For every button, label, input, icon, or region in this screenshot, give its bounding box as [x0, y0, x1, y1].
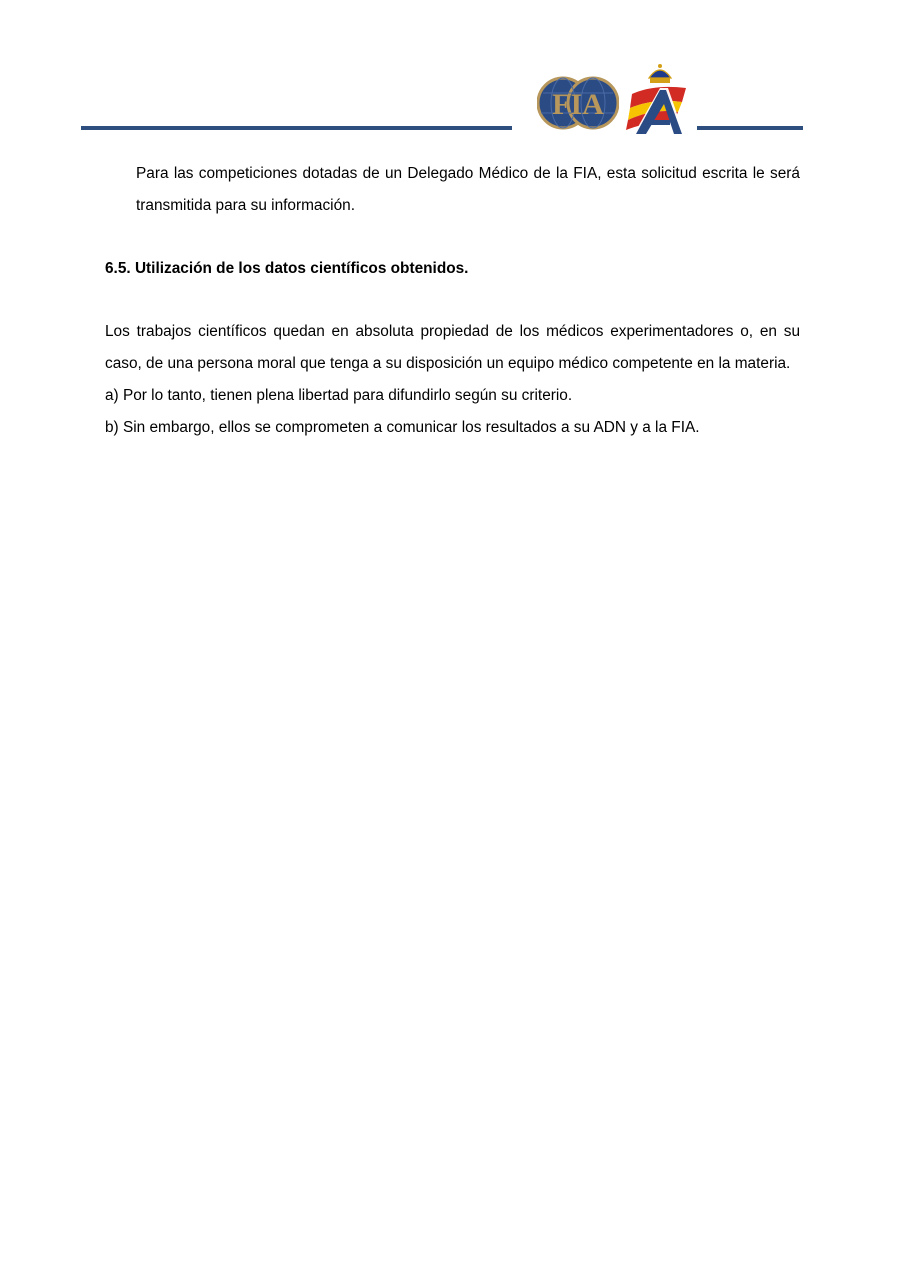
list-item-a: a) Por lo tanto, tienen plena libertad para difundirlo según su criterio.	[105, 387, 573, 404]
header-rule-left	[81, 126, 512, 130]
header-rule-right	[697, 126, 803, 130]
fia-logo	[537, 73, 619, 133]
section-paragraph: Los trabajos científicos quedan en absoluta propiedad de los médicos experimentadores o, en su caso, de una persona moral que tenga a su disposición un equipo médico competente en la materia.	[105, 323, 800, 372]
svg-text:FIA: FIA	[552, 88, 604, 121]
section-heading: 6.5. Utilización de los datos científicos obtenidos.	[105, 260, 469, 277]
document-body	[105, 158, 800, 444]
crown-icon	[649, 64, 671, 83]
list-item-b: b) Sin embargo, ellos se comprometen a comunicar los resultados a su ADN y a la FIA.	[105, 419, 700, 436]
intro-paragraph: Para las competiciones dotadas de un Delegado Médico de la FIA, esta solicitud escrita le será transmitida para su información.	[136, 165, 800, 214]
rfeda-logo	[624, 64, 690, 136]
page-header	[0, 0, 905, 150]
